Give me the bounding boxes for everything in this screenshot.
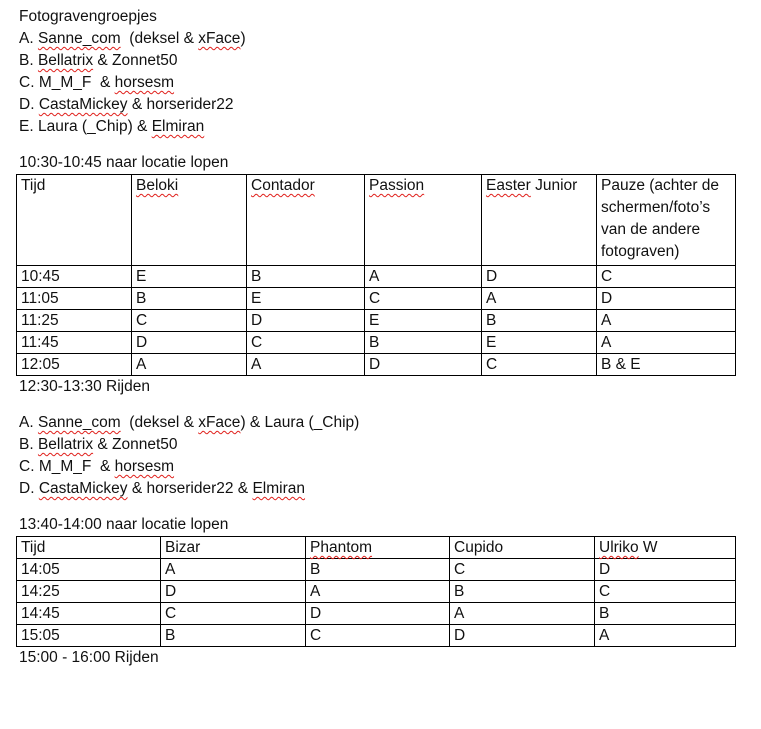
group-line xyxy=(19,478,749,500)
group-member-text: & Zonnet50 xyxy=(93,52,178,69)
table-row xyxy=(17,332,736,354)
group-cell: B xyxy=(132,288,247,310)
group-cell: A xyxy=(132,354,247,376)
header-text: Tijd xyxy=(21,539,46,556)
group-member-text: & horserider22 & xyxy=(127,480,253,497)
group-cell: A xyxy=(306,581,450,603)
group-cell: A xyxy=(597,310,736,332)
group-cell: D xyxy=(365,354,482,376)
time-cell: 15:05 xyxy=(17,625,161,647)
group-member-text: ) & Laura (_Chip) xyxy=(240,414,360,431)
ride-time-2: 15:00 - 16:00 Rijden xyxy=(19,649,159,666)
header-cell xyxy=(482,175,597,266)
group-cell: D xyxy=(595,559,736,581)
schedule-table-2 xyxy=(16,536,736,647)
table-row xyxy=(17,625,736,647)
group-cell: D xyxy=(247,310,365,332)
header-cell xyxy=(17,175,132,266)
header-cell xyxy=(17,537,161,559)
header-cell xyxy=(597,175,736,266)
table-row xyxy=(17,603,736,625)
group-cell: D xyxy=(306,603,450,625)
header-text: Phantom xyxy=(310,539,373,556)
header-text: Easter xyxy=(486,177,531,194)
group-member-text: Elmiran xyxy=(151,118,205,135)
time-cell: 14:45 xyxy=(17,603,161,625)
group-cell: C xyxy=(365,288,482,310)
table-row xyxy=(17,559,736,581)
header-text: Pauze (achter de schermen/foto’s van de andere fotograven) xyxy=(601,177,720,260)
table-row xyxy=(17,581,736,603)
group-cell: B xyxy=(247,266,365,288)
group-letter: A. xyxy=(19,414,38,431)
header-text: Tijd xyxy=(21,177,46,194)
group-member-text: Sanne_com xyxy=(37,414,121,431)
time-cell: 12:05 xyxy=(17,354,132,376)
group-cell: A xyxy=(365,266,482,288)
group-member-text: Laura (_Chip) & xyxy=(37,118,152,135)
group-member-text: Elmiran xyxy=(252,480,306,497)
header-text: W xyxy=(638,539,658,556)
header-text: Bizar xyxy=(165,539,201,556)
group-letter: E. xyxy=(19,118,38,135)
group-member-text: Sanne_com xyxy=(37,30,121,47)
time-cell: 14:05 xyxy=(17,559,161,581)
group-cell: B xyxy=(161,625,306,647)
time-cell: 11:45 xyxy=(17,332,132,354)
group-cell: A xyxy=(450,603,595,625)
group-cell: C xyxy=(132,310,247,332)
walk-time-1: 10:30-10:45 naar locatie lopen xyxy=(19,154,229,171)
group-member-text: xFace xyxy=(198,30,241,47)
group-letter: D. xyxy=(19,96,39,113)
group-cell: E xyxy=(482,332,597,354)
header-cell xyxy=(595,537,736,559)
group-cell: C xyxy=(161,603,306,625)
group-cell: B xyxy=(595,603,736,625)
time-cell: 11:05 xyxy=(17,288,132,310)
group-member-text: (deksel & xyxy=(120,414,199,431)
time-cell: 14:25 xyxy=(17,581,161,603)
group-cell: D xyxy=(482,266,597,288)
group-member-text: & horserider22 xyxy=(127,96,234,113)
group-member-text: Bellatrix xyxy=(37,436,94,453)
header-row xyxy=(17,537,736,559)
group-cell: B xyxy=(482,310,597,332)
group-line xyxy=(19,28,749,50)
time-cell: 10:45 xyxy=(17,266,132,288)
header-cell xyxy=(161,537,306,559)
group-cell: A xyxy=(595,625,736,647)
group-member-text: horsesm xyxy=(114,74,175,91)
group-letter: C. xyxy=(19,74,39,91)
group-member-text: (deksel & xyxy=(120,30,199,47)
group-cell: B xyxy=(450,581,595,603)
document-page xyxy=(19,6,749,669)
walk-time-2: 13:40-14:00 naar locatie lopen xyxy=(19,516,229,533)
group-cell: C xyxy=(247,332,365,354)
schedule-table-1 xyxy=(16,174,736,376)
group-letter: B. xyxy=(19,436,38,453)
header-cell xyxy=(132,175,247,266)
group-line xyxy=(19,456,749,478)
table-row xyxy=(17,354,736,376)
group-line xyxy=(19,116,749,138)
header-cell xyxy=(450,537,595,559)
group-cell: A xyxy=(247,354,365,376)
group-cell: C xyxy=(595,581,736,603)
group-member-text: & Zonnet50 xyxy=(93,436,178,453)
group-member-text: M_M_F & xyxy=(38,458,115,475)
group-list-2 xyxy=(19,412,749,500)
group-member-text: M_M_F & xyxy=(38,74,115,91)
group-cell: D xyxy=(161,581,306,603)
group-line xyxy=(19,94,749,116)
group-member-text: xFace xyxy=(198,414,241,431)
group-line xyxy=(19,72,749,94)
header-text: Contador xyxy=(251,177,315,194)
group-list-1 xyxy=(19,28,749,138)
group-line xyxy=(19,50,749,72)
group-line xyxy=(19,434,749,456)
ride-time-1: 12:30-13:30 Rijden xyxy=(19,378,150,395)
table-row xyxy=(17,310,736,332)
group-member-text: ) xyxy=(240,30,246,47)
group-cell: D xyxy=(132,332,247,354)
group-cell: E xyxy=(132,266,247,288)
group-member-text: horsesm xyxy=(114,458,175,475)
group-cell: E xyxy=(247,288,365,310)
group-cell: D xyxy=(450,625,595,647)
group-cell: B xyxy=(306,559,450,581)
group-cell: A xyxy=(482,288,597,310)
table-row xyxy=(17,266,736,288)
group-member-text: Bellatrix xyxy=(37,52,94,69)
header-cell xyxy=(365,175,482,266)
group-cell: B xyxy=(365,332,482,354)
group-cell: A xyxy=(597,332,736,354)
group-cell: C xyxy=(597,266,736,288)
header-text: Cupido xyxy=(454,539,504,556)
document-title: Fotogravengroepjes xyxy=(19,8,157,25)
group-member-text: CastaMickey xyxy=(38,96,128,113)
group-line xyxy=(19,412,749,434)
group-cell: A xyxy=(161,559,306,581)
header-cell xyxy=(306,537,450,559)
group-letter: C. xyxy=(19,458,39,475)
group-cell: C xyxy=(306,625,450,647)
header-cell xyxy=(247,175,365,266)
header-text: Ulriko xyxy=(599,539,639,556)
group-member-text: CastaMickey xyxy=(38,480,128,497)
group-letter: D. xyxy=(19,480,39,497)
group-cell: E xyxy=(365,310,482,332)
time-cell: 11:25 xyxy=(17,310,132,332)
header-text: Beloki xyxy=(136,177,179,194)
group-letter: B. xyxy=(19,52,38,69)
group-cell: B & E xyxy=(597,354,736,376)
header-text: Passion xyxy=(369,177,425,194)
group-cell: C xyxy=(482,354,597,376)
header-text: Junior xyxy=(530,177,578,194)
group-cell: C xyxy=(450,559,595,581)
group-cell: D xyxy=(597,288,736,310)
header-row xyxy=(17,175,736,266)
table-row xyxy=(17,288,736,310)
group-letter: A. xyxy=(19,30,38,47)
